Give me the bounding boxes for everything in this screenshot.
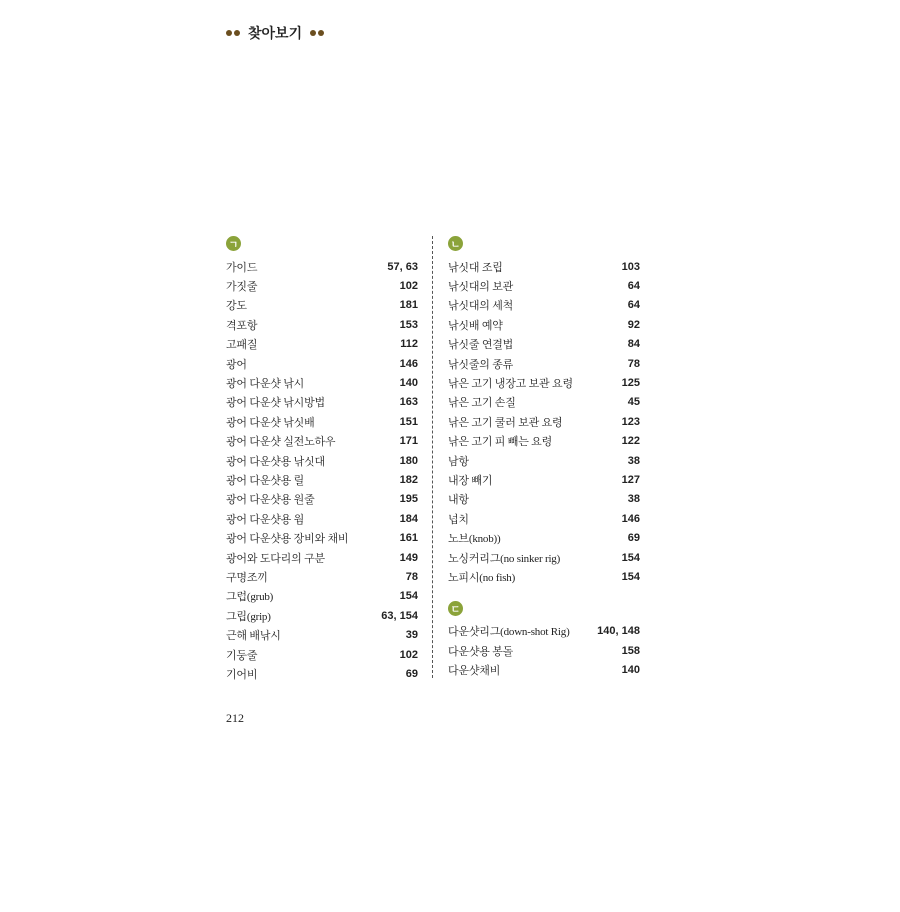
index-entry xyxy=(448,412,640,431)
index-page-refs: 181 xyxy=(399,299,418,312)
decorative-dots-left xyxy=(226,30,240,36)
section-badge-digeut: ㄷ xyxy=(448,601,463,616)
index-term: 광어와 도다리의 구분 xyxy=(226,552,325,565)
index-page-refs: 163 xyxy=(399,396,418,409)
index-page-refs: 103 xyxy=(621,260,640,273)
section-badge-nieun: ㄴ xyxy=(448,236,463,251)
index-entry xyxy=(448,622,640,641)
index-entry xyxy=(448,528,640,547)
index-page-refs: 125 xyxy=(621,377,640,390)
index-term: 노피시(no fish) xyxy=(448,571,516,584)
index-page-refs: 92 xyxy=(627,318,640,331)
index-page-refs: 63, 154 xyxy=(381,609,418,622)
index-term: 그럽(grub) xyxy=(226,591,274,604)
index-page-refs: 161 xyxy=(399,532,418,545)
index-page-refs: 123 xyxy=(621,415,640,428)
index-term: 내장 빼기 xyxy=(448,474,493,487)
decorative-dots-right xyxy=(310,30,324,36)
index-page-refs: 122 xyxy=(621,435,640,448)
index-entry xyxy=(448,315,640,334)
index-term: 노싱커리그(no sinker rig) xyxy=(448,552,561,565)
index-term: 고패질 xyxy=(226,339,258,352)
index-term: 광어 다운샷 실전노하우 xyxy=(226,436,336,449)
index-term: 남항 xyxy=(448,455,469,468)
index-entry xyxy=(448,490,640,509)
index-term: 광어 다운샷용 장비와 채비 xyxy=(226,533,349,546)
index-entry xyxy=(226,490,418,509)
index-entry xyxy=(448,470,640,489)
index-entry xyxy=(226,567,418,586)
index-page-refs: 39 xyxy=(405,629,418,642)
index-term: 다운샷리그(down-shot Rig) xyxy=(448,626,570,639)
index-page-refs: 153 xyxy=(399,318,418,331)
index-page-refs: 69 xyxy=(627,532,640,545)
index-page-refs: 45 xyxy=(627,396,640,409)
section-giyeok-entries xyxy=(226,257,418,684)
index-term: 광어 다운샷 낚시방법 xyxy=(226,397,325,410)
index-term: 격포항 xyxy=(226,319,258,332)
index-term: 다운샷채비 xyxy=(448,665,501,678)
index-term: 노브(knob)) xyxy=(448,533,501,546)
index-page-refs: 140 xyxy=(399,377,418,390)
index-term: 근해 배낚시 xyxy=(226,630,281,643)
index-term: 광어 다운샷용 원줄 xyxy=(226,494,315,507)
index-entry xyxy=(448,276,640,295)
index-term: 광어 다운샷 낚싯배 xyxy=(226,416,315,429)
index-term: 구명조끼 xyxy=(226,571,268,584)
index-page-refs: 154 xyxy=(621,570,640,583)
index-entry xyxy=(448,567,640,586)
index-page-refs: 64 xyxy=(627,299,640,312)
index-entry xyxy=(226,509,418,528)
index-column-left xyxy=(226,236,418,684)
section-digeut-entries xyxy=(448,622,640,680)
index-page-refs: 146 xyxy=(399,357,418,370)
index-page-refs: 38 xyxy=(627,493,640,506)
index-page-refs: 38 xyxy=(627,454,640,467)
index-entry xyxy=(448,335,640,354)
index-term: 낚은 고기 냉장고 보관 요령 xyxy=(448,378,573,391)
index-entry xyxy=(226,528,418,547)
index-term: 광어 다운샷 낚시 xyxy=(226,378,305,391)
index-page-refs: 140, 148 xyxy=(597,625,640,638)
index-term: 기어비 xyxy=(226,668,258,681)
index-entry xyxy=(226,451,418,470)
index-page-refs: 140 xyxy=(621,664,640,677)
index-entry xyxy=(226,664,418,683)
index-entry xyxy=(448,354,640,373)
index-entry xyxy=(226,470,418,489)
index-entry xyxy=(226,257,418,276)
index-column-right xyxy=(448,236,640,680)
index-page-refs: 146 xyxy=(621,512,640,525)
index-page-refs: 78 xyxy=(627,357,640,370)
index-term: 다운샷용 봉돌 xyxy=(448,645,514,658)
index-page-refs: 182 xyxy=(399,473,418,486)
index-term: 광어 xyxy=(226,358,247,371)
index-entry xyxy=(448,393,640,412)
index-page-refs: 102 xyxy=(399,280,418,293)
index-page-refs: 149 xyxy=(399,551,418,564)
index-page-refs: 57, 63 xyxy=(387,260,418,273)
index-term: 넙치 xyxy=(448,513,469,526)
index-page-refs: 64 xyxy=(627,280,640,293)
index-entry xyxy=(226,335,418,354)
index-header xyxy=(226,24,324,42)
index-entry xyxy=(448,641,640,660)
index-term: 낚싯대의 세척 xyxy=(448,300,514,313)
index-term: 광어 다운샷용 웜 xyxy=(226,513,305,526)
index-term: 낚싯배 예약 xyxy=(448,319,503,332)
index-page-refs: 154 xyxy=(621,551,640,564)
index-term: 가짓줄 xyxy=(226,281,258,294)
index-entry xyxy=(448,296,640,315)
index-entry xyxy=(226,548,418,567)
index-entry xyxy=(448,373,640,392)
index-page-refs: 102 xyxy=(399,648,418,661)
index-term: 낚싯대의 보관 xyxy=(448,281,514,294)
index-page-refs: 180 xyxy=(399,454,418,467)
index-page-refs: 112 xyxy=(400,338,418,351)
index-term: 낚싯줄 연결법 xyxy=(448,339,514,352)
index-term: 강도 xyxy=(226,300,247,313)
index-term: 그립(grip) xyxy=(226,610,271,623)
index-entry xyxy=(226,276,418,295)
index-page-refs: 195 xyxy=(399,493,418,506)
index-term: 낚은 고기 손질 xyxy=(448,397,516,410)
index-entry xyxy=(448,451,640,470)
index-term: 낚은 고기 쿨러 보관 요령 xyxy=(448,416,563,429)
index-entry xyxy=(226,373,418,392)
index-entry xyxy=(226,587,418,606)
index-page-refs: 78 xyxy=(405,570,418,583)
index-term: 내항 xyxy=(448,494,469,507)
index-page-refs: 158 xyxy=(621,644,640,657)
index-term: 기둥줄 xyxy=(226,649,258,662)
index-term: 가이드 xyxy=(226,261,258,274)
index-entry xyxy=(226,354,418,373)
page-title: 찾아보기 xyxy=(248,25,303,41)
index-page-refs: 154 xyxy=(399,590,418,603)
index-page-refs: 127 xyxy=(621,473,640,486)
index-entry xyxy=(226,606,418,625)
index-term: 낚은 고기 피 빼는 요령 xyxy=(448,436,553,449)
index-entry xyxy=(226,296,418,315)
index-term: 낚싯대 조립 xyxy=(448,261,503,274)
index-entry xyxy=(226,412,418,431)
index-term: 광어 다운샷용 릴 xyxy=(226,474,305,487)
index-entry xyxy=(448,660,640,679)
index-page-refs: 151 xyxy=(399,415,418,428)
index-entry xyxy=(448,509,640,528)
index-entry xyxy=(226,625,418,644)
index-entry xyxy=(448,257,640,276)
index-entry xyxy=(448,432,640,451)
index-page-refs: 69 xyxy=(405,667,418,680)
index-entry xyxy=(226,393,418,412)
index-entry xyxy=(226,645,418,664)
page-number: 212 xyxy=(226,711,244,725)
index-page-refs: 171 xyxy=(399,435,418,448)
section-nieun-entries xyxy=(448,257,640,587)
index-term: 낚싯줄의 종류 xyxy=(448,358,514,371)
index-entry xyxy=(226,315,418,334)
section-badge-giyeok: ㄱ xyxy=(226,236,241,251)
column-divider xyxy=(432,236,433,678)
index-entry xyxy=(226,432,418,451)
index-term: 광어 다운샷용 낚싯대 xyxy=(226,455,325,468)
index-page-refs: 84 xyxy=(627,338,640,351)
index-entry xyxy=(448,548,640,567)
index-page-refs: 184 xyxy=(399,512,418,525)
